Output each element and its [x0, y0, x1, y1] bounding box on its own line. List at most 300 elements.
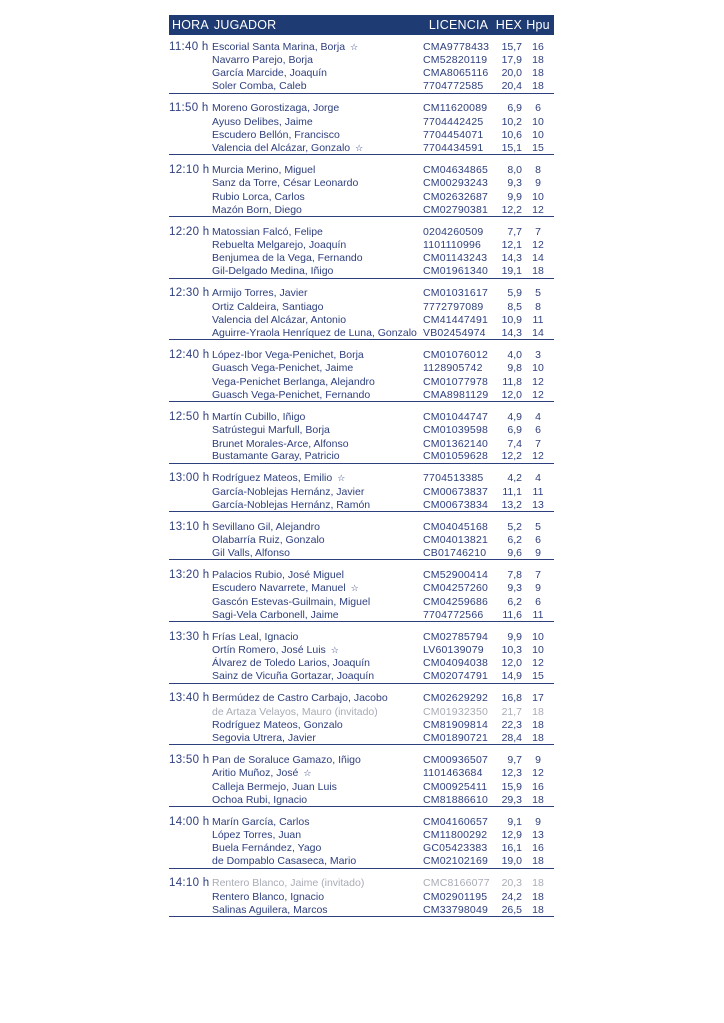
player-name: Álvarez de Toledo Larios, Joaquín	[212, 657, 370, 670]
player-name: Ortiz Caldeira, Santiago	[212, 300, 324, 313]
player-name-cell	[212, 424, 423, 436]
player-name-cell	[212, 54, 423, 66]
player-name-cell	[212, 191, 423, 203]
licence-number: CM01044747	[423, 410, 489, 423]
tee-time: 14:10 h	[169, 877, 210, 890]
handicap-playing: 9	[535, 547, 541, 560]
handicap-playing: 18	[532, 67, 544, 80]
licence-number: CM00673837	[423, 485, 489, 498]
handicap-playing: 18	[532, 265, 544, 278]
table-row	[169, 472, 554, 485]
handicap-playing: 4	[535, 472, 541, 485]
handicap-exact: 14,3	[501, 252, 522, 265]
handicap-exact: 15,9	[501, 780, 522, 793]
table-row	[169, 40, 554, 53]
player-name: Segovia Utrera, Javier	[212, 732, 316, 745]
player-name: Rentero Blanco, Jaime (invitado)	[212, 877, 365, 890]
handicap-exact: 12,1	[501, 239, 522, 252]
tee-time: 13:40 h	[169, 692, 210, 705]
star-icon: ☆	[350, 41, 359, 52]
handicap-exact: 16,1	[501, 842, 522, 855]
table-row	[169, 657, 554, 670]
player-name: Bustamante Garay, Patricio	[212, 450, 340, 463]
handicap-playing: 11	[532, 608, 544, 621]
licence-number: CM01961340	[423, 265, 489, 278]
handicap-playing: 5	[535, 520, 541, 533]
table-row	[169, 815, 554, 828]
licence-number: CM81909814	[423, 719, 489, 732]
player-name-cell	[212, 362, 423, 374]
player-name: Aguirre-Yraola Henríquez de Luna, Gonzalo	[212, 327, 417, 340]
licence-number: CM01932350	[423, 705, 489, 718]
handicap-exact: 12,2	[501, 203, 522, 216]
handicap-exact: 12,0	[501, 657, 522, 670]
player-name: Vega-Penichet Berlanga, Alejandro	[212, 375, 375, 388]
table-header	[169, 15, 554, 35]
handicap-exact: 7,4	[507, 437, 522, 450]
table-row	[169, 705, 554, 718]
handicap-exact: 10,2	[501, 115, 522, 128]
handicap-playing: 6	[535, 534, 541, 547]
player-name-cell	[212, 732, 423, 744]
handicap-exact: 6,9	[507, 102, 522, 115]
header-hex: HEX	[495, 18, 523, 32]
player-name: Gascón Estevas-Guilmain, Miguel	[212, 595, 371, 608]
handicap-playing: 10	[532, 190, 544, 203]
player-name-cell	[212, 877, 423, 889]
table-row	[169, 142, 554, 156]
licence-number: CM01077978	[423, 375, 489, 388]
table-row	[169, 692, 554, 705]
player-name: Soler Comba, Caleb	[212, 80, 307, 93]
player-name-cell	[212, 794, 423, 806]
player-name: Matossian Falcó, Felipe	[212, 225, 323, 238]
tee-group	[169, 472, 554, 512]
handicap-playing: 9	[535, 753, 541, 766]
handicap-playing: 11	[532, 485, 544, 498]
tee-group	[169, 877, 554, 917]
handicap-playing: 12	[532, 203, 544, 216]
player-name: Sagi-Vela Carbonell, Jaime	[212, 608, 339, 621]
table-row	[169, 128, 554, 141]
handicap-exact: 9,3	[507, 177, 522, 190]
licence-number: CM11800292	[423, 829, 488, 842]
handicap-exact: 11,6	[502, 608, 522, 621]
table-row	[169, 533, 554, 546]
header-jugador: JUGADOR	[213, 18, 277, 32]
handicap-exact: 7,8	[507, 568, 522, 581]
handicap-playing: 18	[532, 54, 544, 67]
handicap-playing: 18	[532, 732, 544, 745]
handicap-playing: 18	[532, 80, 544, 93]
player-name: Rebuelta Melgarejo, Joaquín	[212, 239, 347, 252]
table-row	[169, 252, 554, 265]
player-name: García Marcide, Joaquín	[212, 67, 327, 80]
table-row	[169, 80, 554, 94]
licence-number: CMA8981129	[423, 388, 489, 401]
star-icon: ☆	[355, 143, 364, 154]
player-name-cell	[212, 301, 423, 313]
licence-number: CM00673834	[423, 498, 489, 511]
licence-number: CM01362140	[423, 437, 489, 450]
handicap-exact: 9,6	[507, 547, 522, 560]
handicap-playing: 7	[535, 437, 541, 450]
player-name: Calleja Bermejo, Juan Luis	[212, 780, 337, 793]
player-name-cell	[212, 376, 423, 388]
tee-time: 13:00 h	[169, 472, 210, 485]
player-name: García-Noblejas Hernánz, Javier	[212, 485, 365, 498]
handicap-playing: 18	[532, 855, 544, 868]
player-name-cell	[212, 102, 423, 114]
player-name: Navarro Parejo, Borja	[212, 54, 313, 67]
handicap-exact: 17,9	[501, 54, 522, 67]
table-row	[169, 313, 554, 326]
player-name: Escorial Santa Marina, Borja	[212, 40, 346, 53]
player-name: Buela Fernández, Yago	[212, 842, 322, 855]
licence-number: CM01143243	[423, 252, 488, 265]
licence-number: CM01031617	[423, 287, 489, 300]
player-name-cell	[212, 657, 423, 669]
handicap-playing: 12	[532, 388, 544, 401]
handicap-exact: 6,9	[507, 424, 522, 437]
table-row	[169, 102, 554, 115]
licence-number: CM04634865	[423, 164, 489, 177]
handicap-playing: 18	[532, 719, 544, 732]
player-name: de Artaza Velayos, Mauro (invitado)	[212, 705, 378, 718]
handicap-exact: 9,7	[507, 753, 522, 766]
table-row	[169, 375, 554, 388]
handicap-exact: 29,3	[501, 793, 522, 806]
player-name: Guasch Vega-Penichet, Fernando	[212, 388, 371, 401]
player-name-cell	[212, 534, 423, 546]
player-name-cell	[212, 389, 423, 401]
handicap-exact: 5,9	[507, 287, 522, 300]
licence-number: CM02901195	[423, 890, 488, 903]
handicap-playing: 12	[532, 239, 544, 252]
handicap-exact: 4,0	[507, 349, 522, 362]
handicap-playing: 8	[535, 300, 541, 313]
licence-number: 7772797089	[423, 300, 484, 313]
table-row	[169, 410, 554, 423]
player-name-cell	[212, 767, 423, 779]
player-name-cell	[212, 287, 423, 299]
player-name: Palacios Rubio, José Miguel	[212, 568, 344, 581]
table-row	[169, 190, 554, 203]
handicap-exact: 24,2	[501, 890, 522, 903]
licence-number: CMC8166077	[423, 877, 490, 890]
player-name-cell	[212, 314, 423, 326]
tee-time: 11:50 h	[169, 102, 209, 115]
player-name: Bermúdez de Castro Carbajo, Jacobo	[212, 692, 388, 705]
player-name: Guasch Vega-Penichet, Jaime	[212, 362, 354, 375]
tee-group	[169, 692, 554, 746]
player-name: Sainz de Vicuña Gortazar, Joaquín	[212, 670, 375, 683]
player-name-cell	[212, 582, 423, 594]
handicap-playing: 6	[535, 102, 541, 115]
table-row	[169, 718, 554, 731]
handicap-playing: 8	[535, 164, 541, 177]
handicap-exact: 20,3	[501, 877, 522, 890]
player-name-cell	[212, 855, 423, 867]
star-icon: ☆	[303, 768, 312, 779]
handicap-playing: 9	[535, 582, 541, 595]
handicap-playing: 11	[532, 314, 544, 327]
handicap-exact: 8,0	[507, 164, 522, 177]
handicap-exact: 4,2	[507, 472, 522, 485]
table-row	[169, 877, 554, 890]
table-row	[169, 238, 554, 251]
handicap-playing: 16	[532, 780, 544, 793]
table-row	[169, 547, 554, 561]
player-name-cell	[212, 904, 423, 916]
table-row	[169, 753, 554, 766]
player-name: García-Noblejas Hernánz, Ramón	[212, 498, 371, 511]
licence-number: CM02790381	[423, 203, 489, 216]
handicap-exact: 10,9	[501, 314, 522, 327]
tee-group	[169, 163, 554, 217]
handicap-exact: 5,2	[507, 520, 522, 533]
tee-time: 12:20 h	[169, 225, 210, 238]
licence-number: CM04045168	[423, 520, 489, 533]
table-row	[169, 498, 554, 512]
table-row	[169, 300, 554, 313]
handicap-playing: 13	[532, 829, 544, 842]
licence-number: 1101463684	[423, 767, 483, 780]
table-row	[169, 287, 554, 300]
handicap-playing: 12	[532, 657, 544, 670]
handicap-exact: 11,1	[502, 485, 522, 498]
player-name: Satrústegui Marfull, Borja	[212, 424, 330, 437]
handicap-playing: 10	[532, 630, 544, 643]
tee-group	[169, 520, 554, 560]
table-row	[169, 828, 554, 841]
table-row	[169, 177, 554, 190]
table-row	[169, 732, 554, 746]
handicap-exact: 8,5	[507, 300, 522, 313]
player-name: Rodríguez Mateos, Gonzalo	[212, 719, 343, 732]
handicap-playing: 18	[532, 705, 544, 718]
player-name: Rodríguez Mateos, Emilio	[212, 472, 333, 485]
handicap-exact: 14,9	[501, 670, 522, 683]
licence-number: CM01076012	[423, 349, 489, 362]
tee-time: 12:50 h	[169, 410, 210, 423]
player-name-cell	[212, 486, 423, 498]
player-name-cell	[212, 116, 423, 128]
player-name-cell	[212, 80, 423, 92]
table-row	[169, 608, 554, 622]
handicap-playing: 10	[532, 644, 544, 657]
player-name-cell	[212, 349, 423, 361]
player-name-cell	[212, 438, 423, 450]
handicap-exact: 10,6	[501, 129, 522, 142]
handicap-playing: 6	[535, 424, 541, 437]
player-name: Rentero Blanco, Ignacio	[212, 890, 325, 903]
table-row	[169, 67, 554, 80]
handicap-exact: 11,8	[502, 375, 522, 388]
table-row	[169, 389, 554, 403]
handicap-playing: 17	[532, 692, 544, 705]
player-name: Mazón Born, Diego	[212, 203, 302, 216]
handicap-exact: 12,9	[501, 829, 522, 842]
table-row	[169, 53, 554, 66]
licence-number: CM00936507	[423, 753, 489, 766]
licence-number: 7704772566	[423, 608, 484, 621]
player-name-cell	[212, 204, 423, 216]
licence-number: VB02454974	[423, 327, 486, 340]
handicap-playing: 10	[532, 362, 544, 375]
table-row	[169, 265, 554, 279]
tee-group	[169, 815, 554, 869]
player-name: Escudero Navarrete, Manuel	[212, 582, 346, 595]
player-name: de Dompablo Casaseca, Mario	[212, 855, 357, 868]
player-name: Ochoa Rubi, Ignacio	[212, 793, 308, 806]
table-row	[169, 903, 554, 917]
table-row	[169, 595, 554, 608]
handicap-playing: 16	[532, 40, 544, 53]
licence-number: CM04259686	[423, 595, 489, 608]
handicap-playing: 9	[535, 815, 541, 828]
table-row	[169, 670, 554, 684]
licence-number: 7704442425	[423, 115, 484, 128]
tee-group	[169, 410, 554, 464]
handicap-exact: 10,3	[501, 644, 522, 657]
star-icon: ☆	[350, 583, 359, 594]
handicap-exact: 22,3	[501, 719, 522, 732]
table-row	[169, 204, 554, 218]
handicap-playing: 5	[535, 287, 541, 300]
player-name-cell	[212, 631, 423, 643]
player-name-cell	[212, 781, 423, 793]
licence-number: CM00293243	[423, 177, 489, 190]
table-row	[169, 855, 554, 869]
player-name: Marín García, Carlos	[212, 815, 310, 828]
handicap-playing: 10	[532, 129, 544, 142]
handicap-playing: 3	[535, 349, 541, 362]
handicap-playing: 9	[535, 177, 541, 190]
licence-number: CM11620089	[423, 102, 488, 115]
licence-number: CM02074791	[423, 670, 489, 683]
tee-time: 12:10 h	[169, 164, 210, 177]
licence-number: GC05423383	[423, 842, 488, 855]
handicap-playing: 6	[535, 595, 541, 608]
handicap-exact: 19,1	[501, 265, 522, 278]
table-row	[169, 793, 554, 807]
handicap-exact: 9,8	[507, 362, 522, 375]
player-name-cell	[212, 692, 423, 704]
tee-time: 12:30 h	[169, 287, 210, 300]
handicap-playing: 18	[532, 903, 544, 916]
handicap-playing: 12	[532, 450, 544, 463]
handicap-playing: 14	[532, 252, 544, 265]
tee-time: 13:20 h	[169, 568, 210, 581]
player-name-cell	[212, 644, 423, 656]
table-row	[169, 842, 554, 855]
licence-number: CM52900414	[423, 568, 489, 581]
handicap-exact: 9,9	[507, 190, 522, 203]
handicap-exact: 13,2	[501, 498, 522, 511]
player-name: Martín Cubillo, Iñigo	[212, 410, 306, 423]
handicap-playing: 7	[535, 225, 541, 238]
tee-group	[169, 40, 554, 94]
licence-number: CM02102169	[423, 855, 489, 868]
handicap-exact: 16,8	[501, 692, 522, 705]
player-name-cell	[212, 842, 423, 854]
table-row	[169, 643, 554, 656]
handicap-exact: 26,5	[501, 903, 522, 916]
player-name-cell	[212, 265, 423, 277]
player-name: Frías Leal, Ignacio	[212, 630, 299, 643]
player-name-cell	[212, 164, 423, 176]
player-name: Valencia del Alcázar, Gonzalo	[212, 142, 351, 155]
player-name-cell	[212, 596, 423, 608]
player-name: Armijo Torres, Javier	[212, 287, 308, 300]
handicap-playing: 18	[532, 877, 544, 890]
tee-groups	[169, 40, 554, 917]
player-name-cell	[212, 226, 423, 238]
handicap-exact: 15,1	[501, 142, 522, 155]
player-name-cell	[212, 499, 423, 511]
licence-number: CM02632687	[423, 190, 489, 203]
header-hpu: Hpu	[526, 18, 550, 32]
handicap-playing: 18	[532, 793, 544, 806]
player-name-cell	[212, 177, 423, 189]
player-name-cell	[212, 547, 423, 559]
player-name: Olabarría Ruiz, Gonzalo	[212, 534, 325, 547]
table-row	[169, 450, 554, 464]
star-icon: ☆	[337, 473, 346, 484]
table-row	[169, 767, 554, 780]
player-name-cell	[212, 569, 423, 581]
player-name-cell	[212, 891, 423, 903]
player-name: Murcia Merino, Miguel	[212, 164, 316, 177]
handicap-playing: 10	[532, 115, 544, 128]
player-name: López Torres, Juan	[212, 829, 302, 842]
licence-number: CMA9778433	[423, 40, 490, 53]
handicap-exact: 19,0	[501, 855, 522, 868]
table-row	[169, 630, 554, 643]
tee-group	[169, 348, 554, 402]
table-row	[169, 225, 554, 238]
player-name-cell	[212, 239, 423, 251]
player-name-cell	[212, 670, 423, 682]
table-row	[169, 520, 554, 533]
table-row	[169, 348, 554, 361]
handicap-playing: 15	[532, 142, 544, 155]
handicap-exact: 20,0	[501, 67, 522, 80]
player-name: Rubio Lorca, Carlos	[212, 190, 305, 203]
player-name: Escudero Bellón, Francisco	[212, 129, 340, 142]
table-row	[169, 327, 554, 341]
table-row	[169, 115, 554, 128]
tee-group	[169, 102, 554, 156]
handicap-exact: 9,9	[507, 630, 522, 643]
player-name: Gil Valls, Alfonso	[212, 547, 291, 560]
header-licencia: LICENCIA	[428, 18, 489, 32]
star-icon: ☆	[330, 645, 339, 656]
player-name: Ayuso Delibes, Jaime	[212, 115, 313, 128]
tee-group	[169, 225, 554, 279]
handicap-playing: 16	[532, 842, 544, 855]
player-name-cell	[212, 521, 423, 533]
player-name: Valencia del Alcázar, Antonio	[212, 314, 347, 327]
handicap-exact: 4,9	[507, 410, 522, 423]
header-hora: HORA	[172, 18, 209, 32]
tee-time: 13:30 h	[169, 630, 210, 643]
tee-group	[169, 568, 554, 622]
player-name: Salinas Aguilera, Marcos	[212, 903, 328, 916]
licence-number: CM04160657	[423, 815, 489, 828]
handicap-playing: 7	[535, 568, 541, 581]
